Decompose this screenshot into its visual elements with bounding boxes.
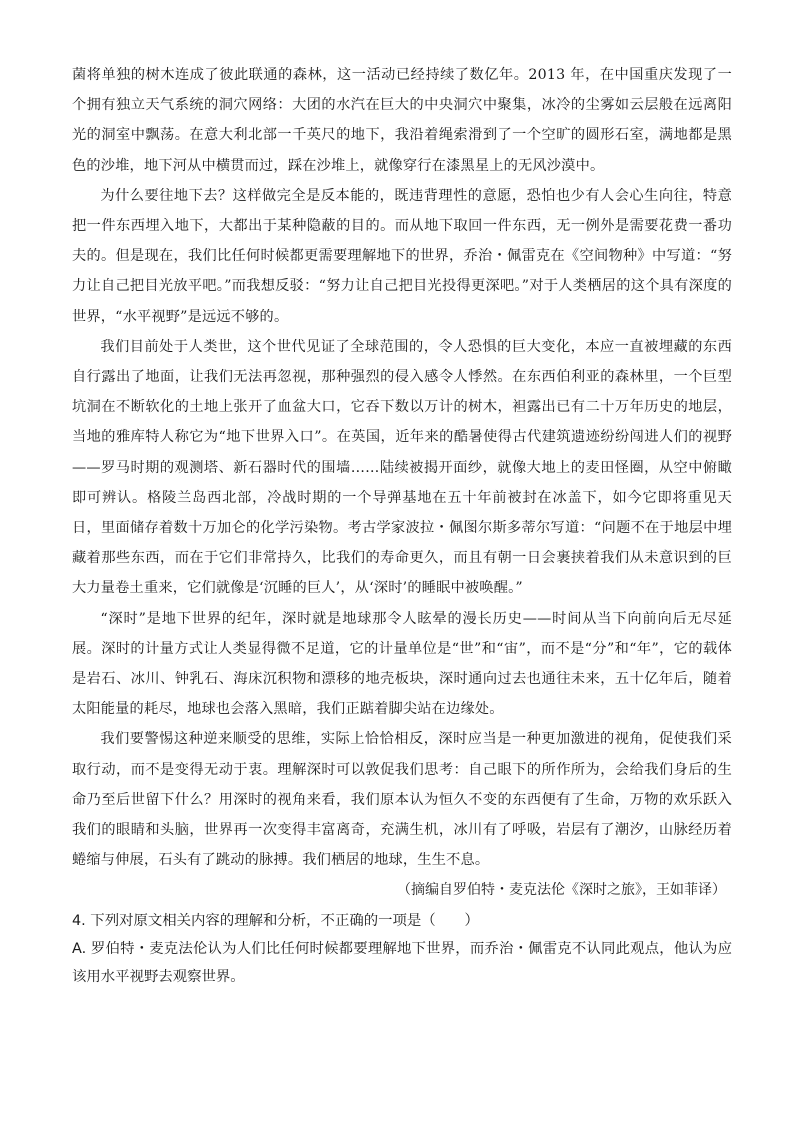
article-paragraph-3: 我们目前处于人类世，这个世代见证了全球范围的，令人恐惧的巨大变化，本应一直被埋藏的东西自行露出了地面，让我们无法再忽视，那种强烈的侵入感令人悸然。在东西伯利亚的森林里，一个巨型坑洞在不断软化的土地上张开了血盆大口，它吞下数以万计的树木，袒露出已有二十万年历史的地层，当地的雅库特人称它为“地下世界入口”。在英国，近年来的酷暑使得古代建筑遗迹纷纷闯进人们的视野——罗马时期的观测塔、新石器时代的围墙……陆续被揭开面纱，就像大地上的麦田怪圈，从空中俯瞰即可辨认。格陵兰岛西北部，冷战时期的一个导弹基地在五十年前被封在冰盖下，如今它即将重见天日，里面储存着数十万加仑的化学污染物。考古学家波拉・佩图尔斯多蒂尔写道：“问题不在于地层中埋藏着那些东西，而在于它们非常持久，比我们的寿命更久，而且有朝一日会裹挟着我们从未意识到的巨大力量卷土重来，它们就像是‘沉睡的巨人’，从‘深时’的睡眠中被唤醒。” [72,338,732,597]
question-option-a: A. 罗伯特・麦克法伦认为人们比任何时候都要理解地下世界，而乔治・佩雷克不认同此观点，他认为应该用水平视野去观察世界。 [72,941,732,986]
article-paragraph-2: 为什么要往地下去？这样做完全是反本能的，既违背理性的意愿，恐怕也少有人会心生向往，特意把一件东西埋入地下，大都出于某种隐蔽的目的。而从地下取回一件东西，无一例外是需要花费一番功夫的。但是现在，我们比任何时候都更需要理解地下的世界，乔治・佩雷克在《空间物种》中写道：“努力让自己把目光放平吧。”而我想反驳：“努力让自己把目光投得更深吧。”对于人类栖居的这个具有深度的世界，“水平视野”是远远不够的。 [72,187,732,325]
article-paragraph-1: 菌将单独的树木连成了彼此联通的森林，这一活动已经持续了数亿年。2013 年，在中国重庆发现了一个拥有独立天气系统的洞穴网络：大团的水汽在巨大的中央洞穴中聚集，冰冷的尘雾如云层般在远离阳光的洞室中飘荡。在意大利北部一千英尺的地下，我沿着绳索滑到了一个空旷的圆形石室，满地都是黑色的沙堆，地下河从中横贯而过，踩在沙堆上，就像穿行在漆黑星上的无风沙漠中。 [72,67,732,174]
question-stem: 4. 下列对原文相关内容的理解和分析，不正确的一项是（ ） [72,913,479,930]
article-paragraph-4: “深时”是地下世界的纪年，深时就是地球那令人眩晕的漫长历史——时间从当下向前向后无尽延展。深时的计量方式让人类显得微不足道，它的计量单位是“世”和“宙”，而不是“分”和“年”，它的载体是岩石、冰川、钟乳石、海床沉积物和漂移的地壳板块，深时通向过去也通往未来，五十亿年后，随着太阳能量的耗尽，地球也会落入黑暗，我们正踮着脚尖站在边缘处。 [72,610,732,718]
article-source: （摘编自罗伯特・麦克法伦《深时之旅》，王如菲译） [397,882,726,899]
document-page [72,60,732,991]
article-paragraph-5: 我们要警惕这种逆来顺受的思维，实际上恰恰相反，深时应当是一种更加激进的视角，促使我们采取行动，而不是变得无动于衷。理解深时可以敦促我们思考：自己眼下的所作所为，会给我们身后的生命乃至后世留下什么？用深时的视角来看，我们原本认为恒久不变的东西便有了生命，万物的欢乐跃入我们的眼睛和头脑，世界再一次变得丰富离奇，充满生机，冰川有了呼吸，岩层有了潮汐，山脉经历着蜷缩与伸展，石头有了跳动的脉搏。我们栖居的地球，生生不息。 [72,731,732,869]
